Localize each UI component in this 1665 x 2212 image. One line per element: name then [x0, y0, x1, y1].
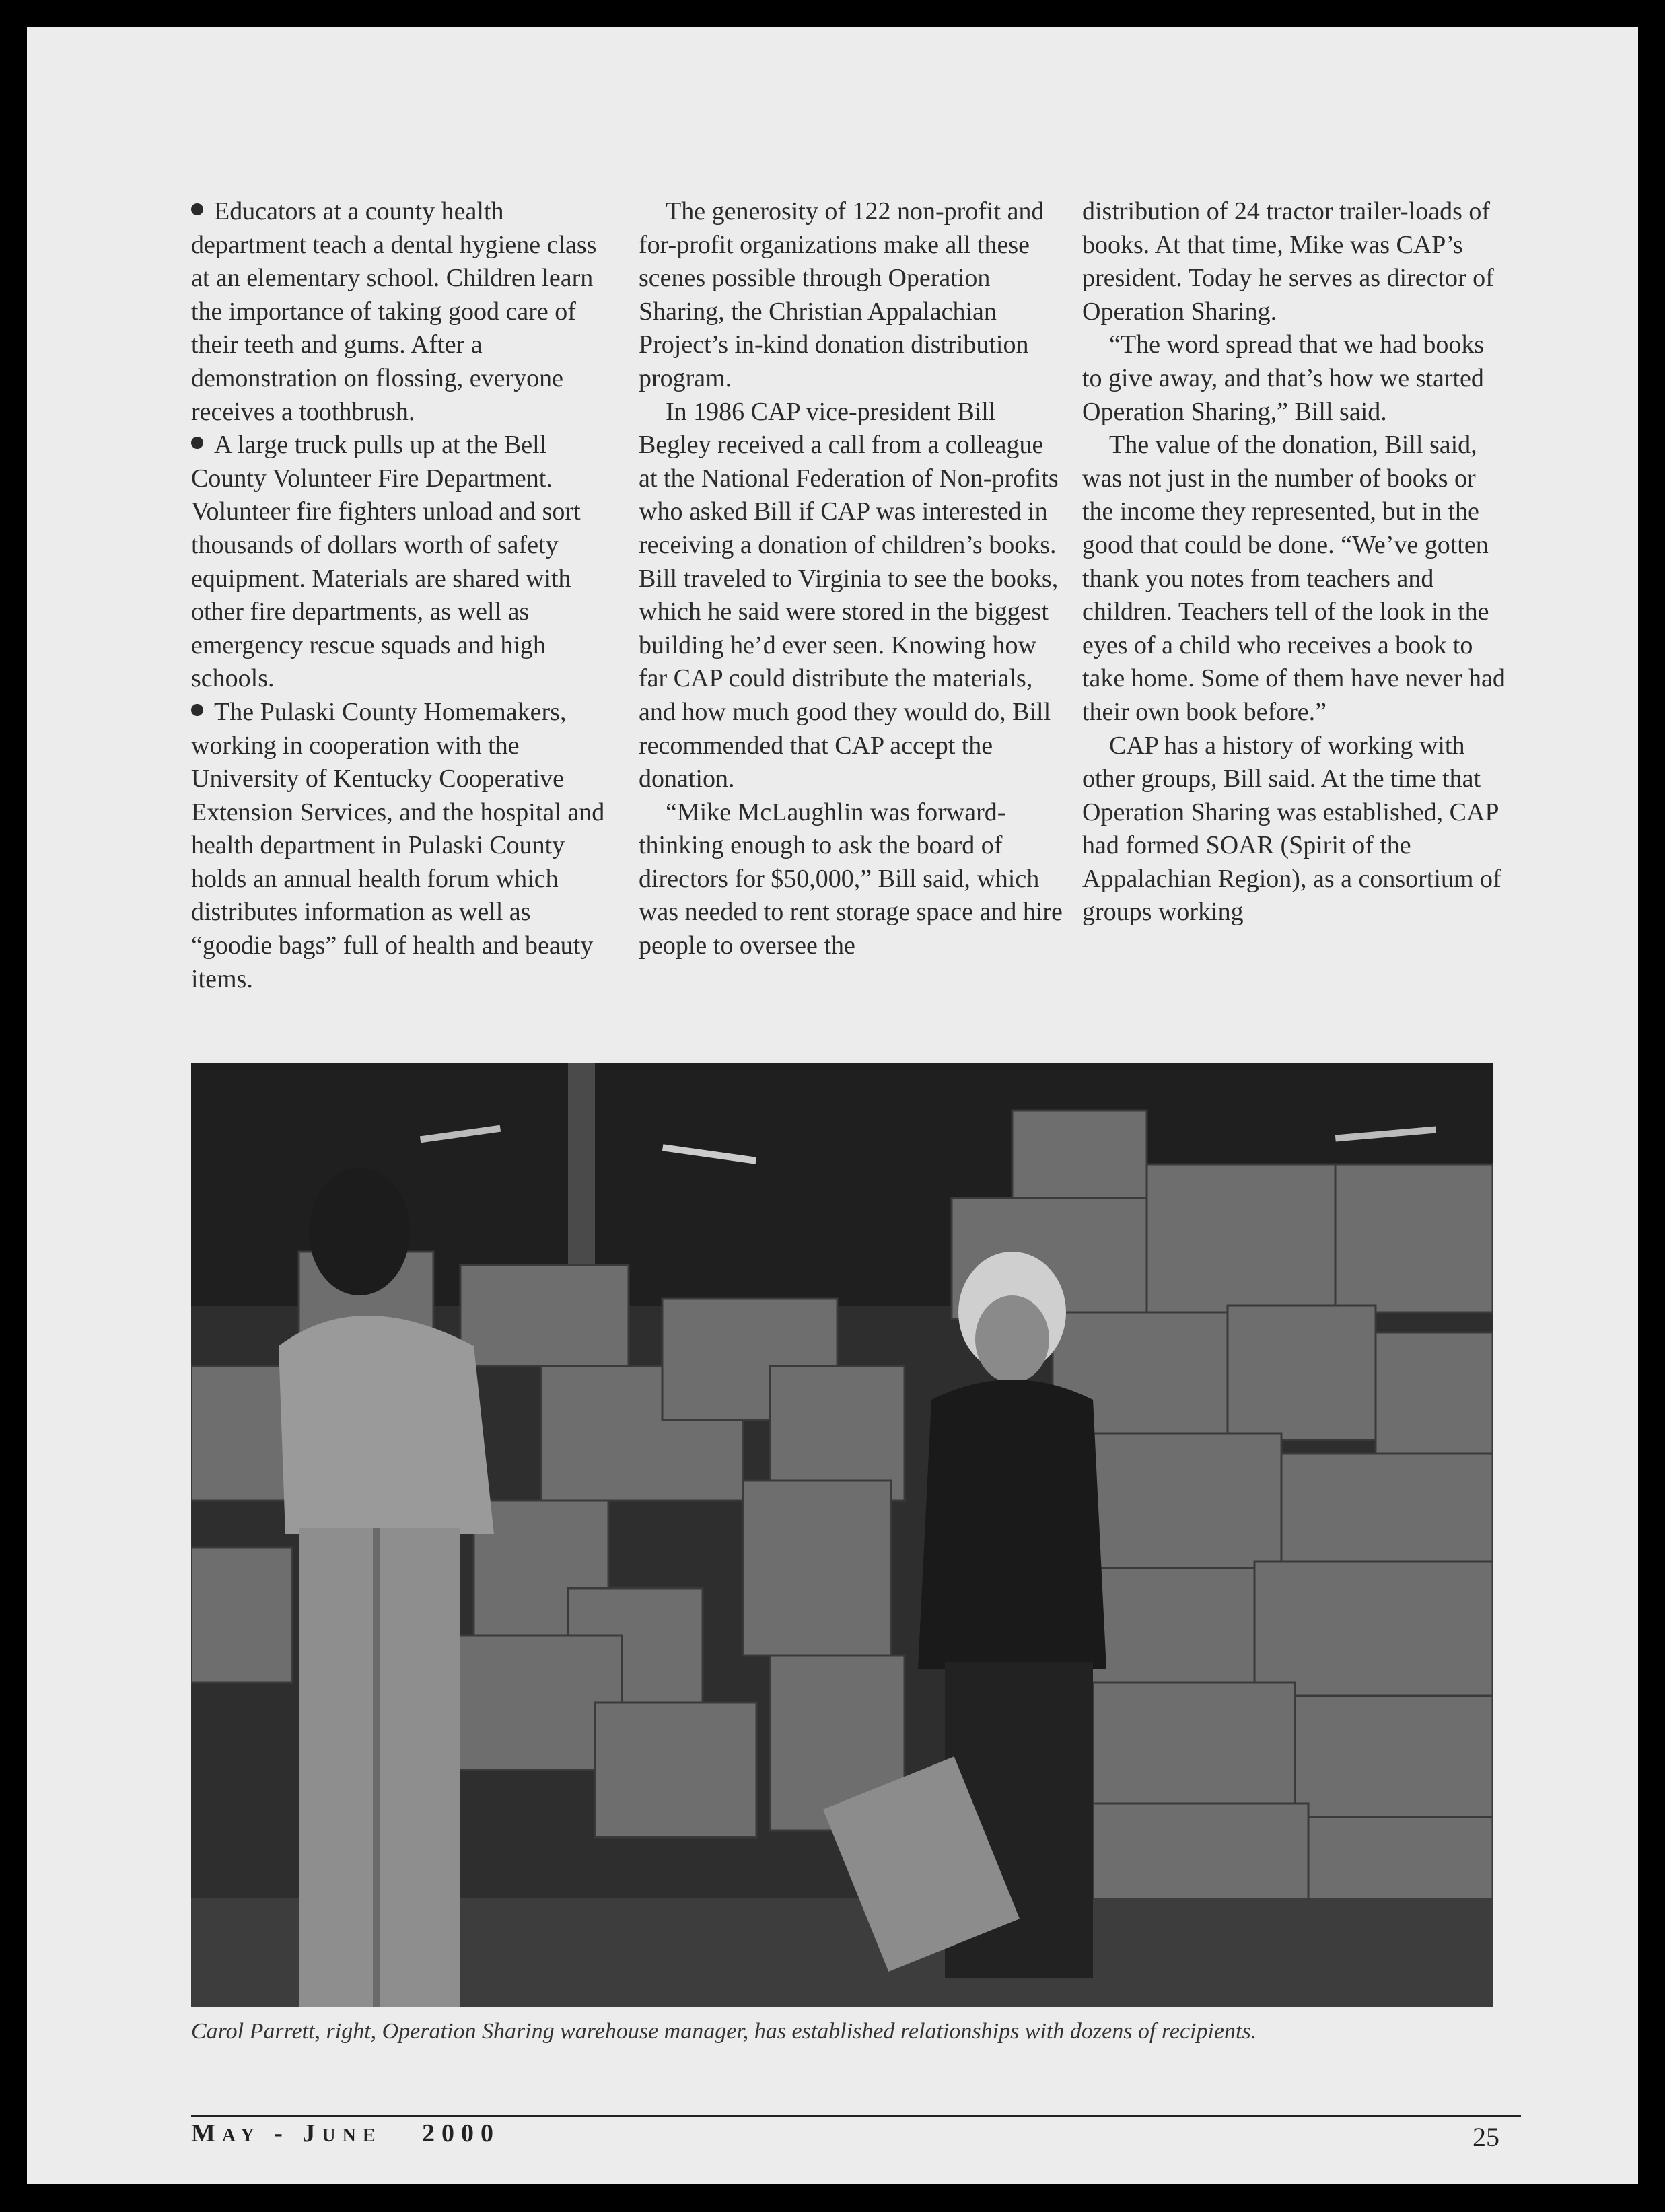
paragraph: In 1986 CAP vice-president Bill Begley received a call from a colleague at the National Federation of Non-profits who asked Bill if CAP was interested in receiving a donation of children’s books. Bill traveled to Virginia to see the books, which he said were stored in the biggest building he’d ever seen. Knowing how far CAP could distribute the materials, and how much good they would do, Bill recommended that CAP accept the donation.: [639, 397, 1059, 793]
issue-date: MAY - JUNE 2000: [191, 2119, 501, 2147]
article-column-3: [1082, 195, 1508, 929]
bullet-paragraph: Educators at a county health department teach a dental hygiene class at an elementary school. Children learn the importance of taking good care of their teeth and gums. After a demonstration on flossing, everyone receives a toothbrush.: [191, 197, 597, 426]
paragraph: CAP has a history of working with other groups, Bill said. At the time that Operation Sharing was established, CAP had formed SOAR (Spirit of the Appalachian Region), as a consortium of groups working: [1082, 731, 1501, 927]
article-column-2: [639, 195, 1064, 963]
magazine-page: [27, 27, 1638, 2184]
paragraph: distribution of 24 tractor trailer-loads of books. At that time, Mike was CAP’s president. Today he serves as director of Operation Sharing.: [1082, 197, 1494, 326]
bullet-icon: [191, 437, 203, 449]
footer-rule: [191, 2115, 1521, 2117]
page-number: 25: [1473, 2122, 1499, 2152]
article-column-1: [191, 195, 616, 996]
paragraph: The generosity of 122 non-profit and for-profit organizations make all these scenes possible through Operation Sharing, the Christian Appalachian Project’s in-kind donation distribution program.: [639, 197, 1044, 392]
warehouse-photo: [191, 1063, 1493, 2007]
bullet-icon: [191, 704, 203, 716]
bullet-paragraph: The Pulaski County Homemakers, working in cooperation with the University of Kentucky Cooperative Extension Services, and the hospital and health department in Pulaski County holds an annual health forum which distributes information as well as “goodie bags” full of health and beauty items.: [191, 697, 605, 993]
paragraph: The value of the donation, Bill said, was not just in the number of books or the income they represented, but in the good that could be done. “We’ve gotten thank you notes from teachers and children. Teachers tell of the look in the eyes of a child who receives a book to take home. Some of them have never had their own book before.”: [1082, 431, 1505, 726]
photo-caption: Carol Parrett, right, Operation Sharing warehouse manager, has established relationships with dozens of recipients.: [191, 2019, 1257, 2044]
paragraph: “The word spread that we had books to give away, and that’s how we started Operation Sharing,” Bill said.: [1082, 330, 1485, 426]
bullet-icon: [191, 203, 203, 215]
paragraph: “Mike McLaughlin was forward-thinking enough to ask the board of directors for $50,000,” Bill said, which was needed to rent storage space and hire people to oversee the: [639, 797, 1063, 960]
warehouse-photo-illustration: [191, 1063, 1493, 2007]
bullet-paragraph: A large truck pulls up at the Bell County Volunteer Fire Department. Volunteer fire fighters unload and sort thousands of dollars worth of safety equipment. Materials are shared with other fire departments, as well as emergency rescue squads and high schools.: [191, 431, 581, 693]
